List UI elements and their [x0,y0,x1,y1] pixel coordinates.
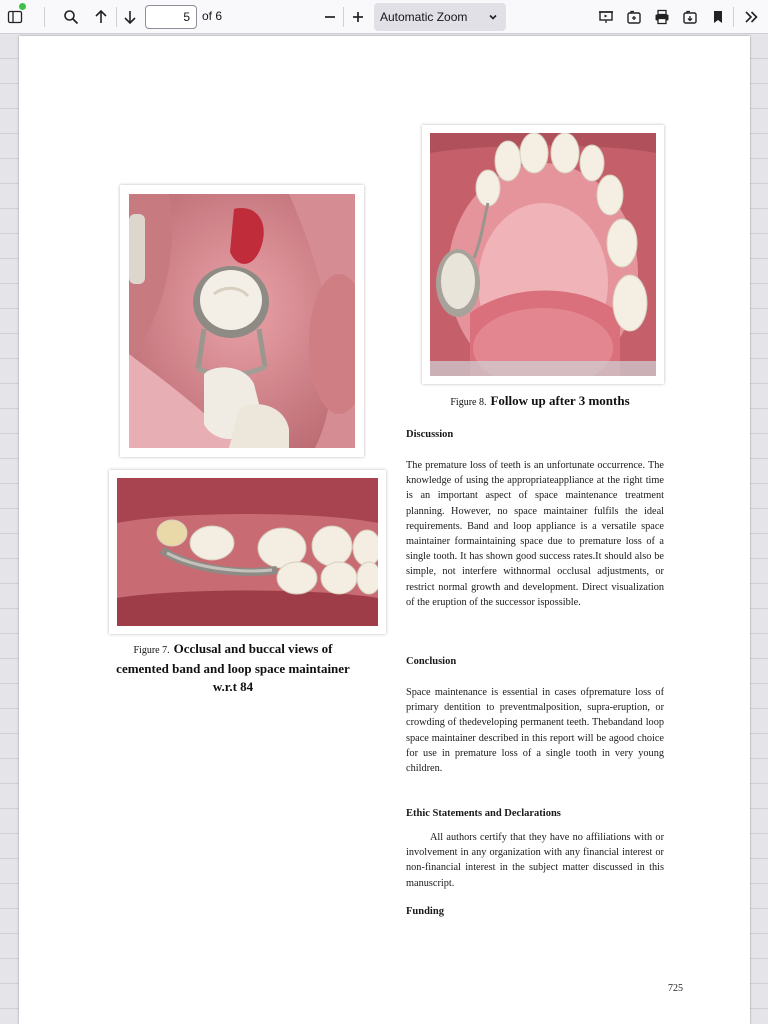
conclusion-body: Space maintenance is essential in cases ofpremature loss of primary dentition to preventmalposition, supra-eruption, or crowding of thedeveloping permanent teeth. Thebandand loop space maintainer described in this report will be agood choice for use in premature loss of a single tooth in very young children. [406,687,664,775]
print-icon [654,9,670,25]
zoom-in-button[interactable] [345,4,371,30]
next-page-icon [122,9,138,25]
figure-8-caption [380,392,700,410]
previous-page-icon [93,9,109,25]
open-file-button[interactable] [621,4,647,30]
ethics-body: All authors certify that they have no affiliations with or involvement in any organization with any financial interest or non-financial interest in the subject matter discussed in this manuscript. [406,832,664,889]
more-tools-button[interactable] [738,4,764,30]
save-button[interactable] [677,4,703,30]
figure-7-label: Figure 7. [133,645,170,656]
figure-7-buccal-photo [117,478,378,626]
figure-7-caption-line3: w.r.t 84 [212,679,254,694]
viewer-right-gutter [750,34,768,1024]
figure-8-photo [430,133,656,376]
search-icon [63,9,79,25]
funding-heading: Funding [406,906,444,917]
page-count-label: of 6 [202,9,223,23]
chevron-down-icon [488,11,498,25]
figure-8-photo-frame [422,125,664,384]
zoom-out-icon [322,9,338,25]
presentation-mode-button[interactable] [593,4,619,30]
figure-7-caption-line2: cemented band and loop space maintainer [116,661,350,676]
viewer-left-gutter [0,34,19,1024]
conclusion-heading: Conclusion [406,656,457,667]
bookmark-button[interactable] [705,4,731,30]
zoom-out-button[interactable] [317,4,343,30]
zoom-in-icon [350,9,366,25]
figure-7-caption-line1: Occlusal and buccal views of [173,641,333,656]
print-button[interactable] [649,4,675,30]
save-icon [682,9,698,25]
figure-8-label: Figure 8. [450,397,487,408]
previous-page-button[interactable] [88,4,114,30]
figure-8-caption-text: Follow up after 3 months [490,393,630,408]
presentation-mode-icon [598,9,614,25]
figure-7-occlusal-photo [129,194,355,448]
open-file-icon [626,9,642,25]
discussion-body: The premature loss of teeth is an unfortunate occurrence. The knowledge of using the appropriateappliance at the right time is an important aspect of space maintenance treatment planning. However, no space maintainer fulfils the ideal requirements. Band and loop appliance is a versatile space maintainer formaintaining space due to premature loss of a single tooth. It has shown good success rates.It should also be simple, not interfere withnormal occlusal adjustments, or restrict normal growth and development. Direct visualization of the eruption of the successor ispossible. [406,460,664,608]
search-button[interactable] [58,4,84,30]
page-number: 725 [668,983,683,994]
figure-7-occlusal-photo-frame [120,185,364,457]
zoom-select-value: Automatic Zoom [380,10,468,24]
sidebar-toggle-icon [7,9,23,25]
toolbar-separator [343,7,344,27]
figure-7-buccal-photo-frame [109,470,386,634]
pdf-toolbar [0,0,768,34]
more-tools-icon [743,9,759,25]
page-number-input[interactable] [145,5,197,29]
bookmark-icon [710,9,726,25]
toolbar-separator [733,7,734,27]
discussion-heading: Discussion [406,429,454,440]
ethics-heading: Ethic Statements and Declarations [406,808,561,819]
next-page-button[interactable] [117,4,143,30]
zoom-select[interactable] [374,3,506,31]
toolbar-separator [44,7,45,27]
status-dot [19,3,26,10]
figure-7-caption [92,640,374,696]
